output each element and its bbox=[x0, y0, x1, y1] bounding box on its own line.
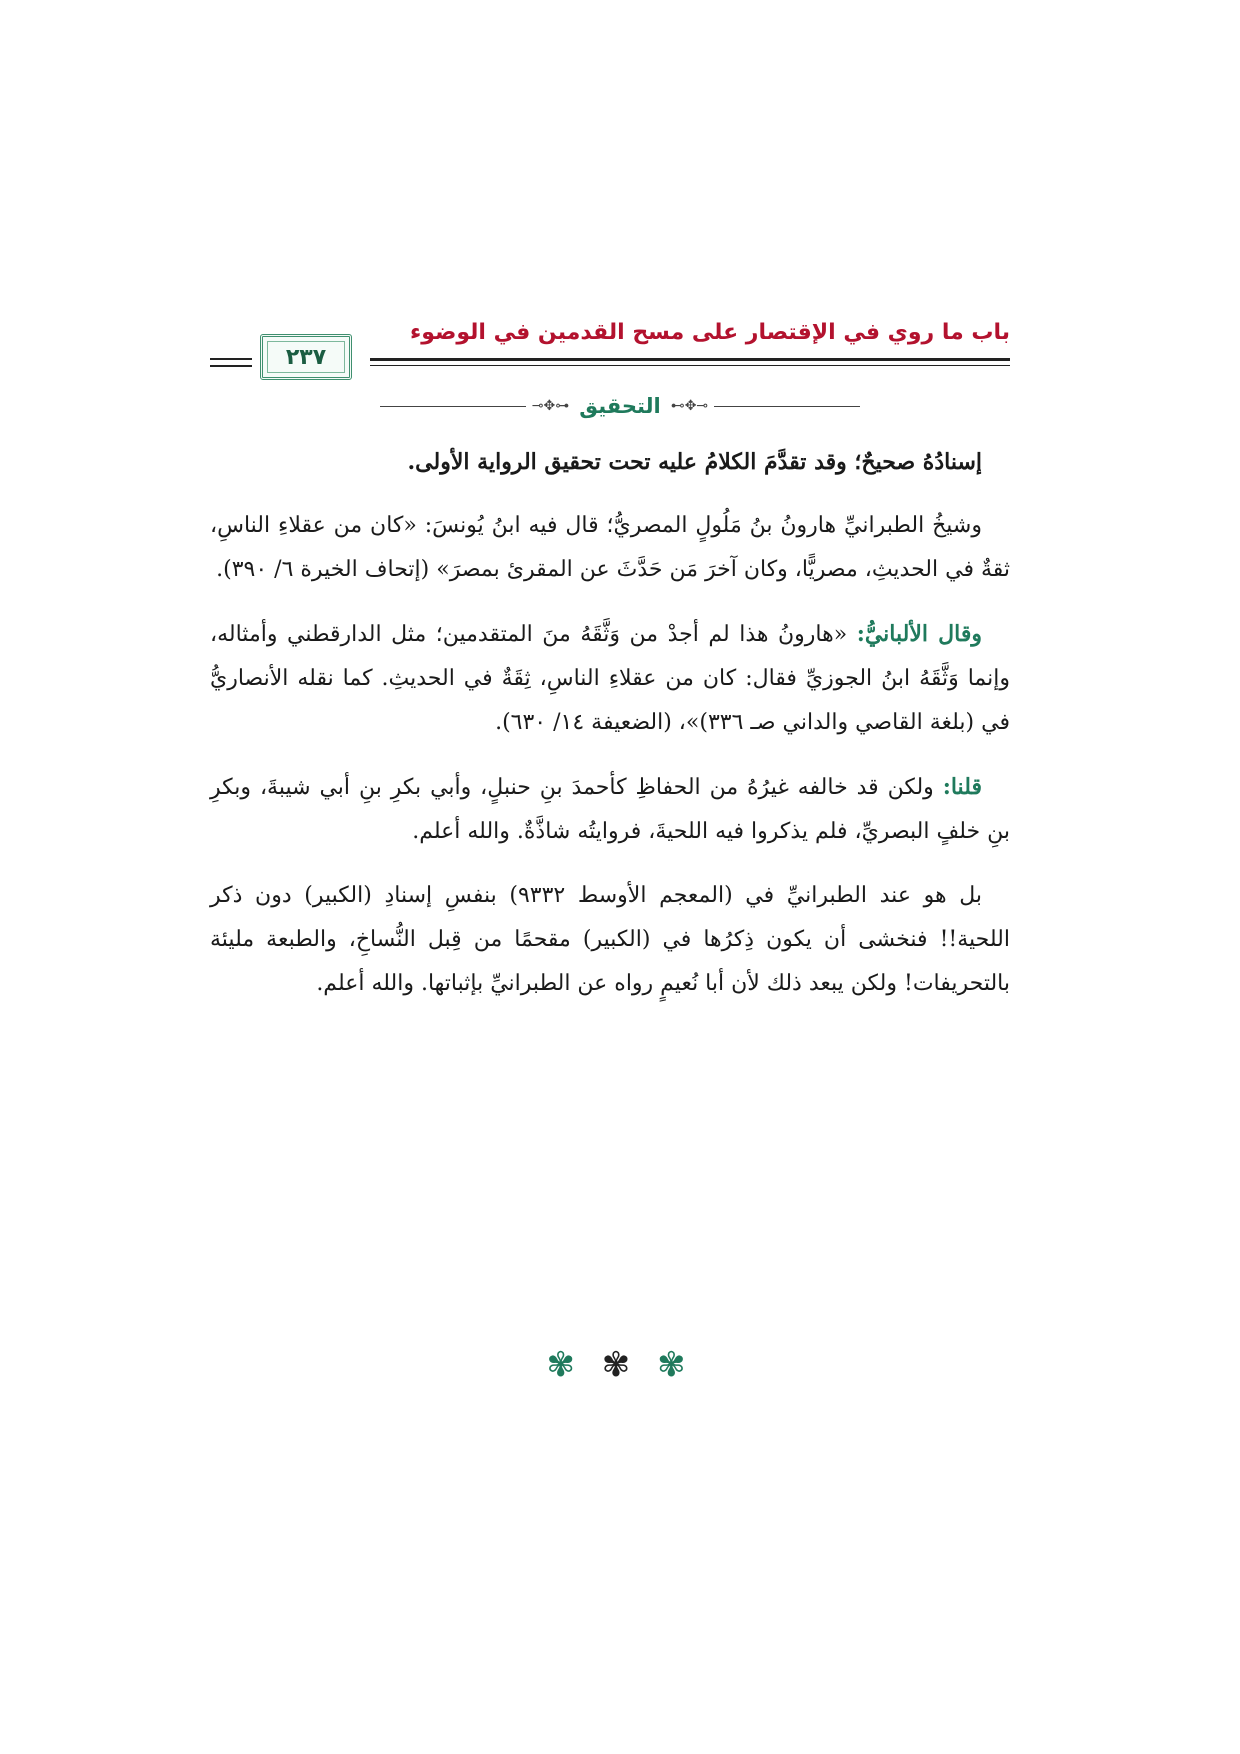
section-title: التحقيق bbox=[579, 394, 661, 418]
divider-line-right bbox=[714, 406, 860, 407]
paragraph-narrator: وشيخُ الطبرانيِّ هارونُ بنُ مَلُولٍ المصريُّ؛ قال فيه ابنُ يُونسَ: «كان من عقلاءِ الناسِ، ثقةٌ في الحديثِ، مصريًّا، وكان آخرَ مَن حَدَّثَ عن المقرئ بمصرَ» (إتحاف الخيرة ٦/ ٣٩٠). bbox=[210, 513, 1010, 582]
running-title: باب ما روي في الإقتصار على مسح القدمين في الوضوء bbox=[410, 320, 1010, 345]
albani-quote: «هارونُ هذا لم أجدْ من وَثَّقَهُ منَ المتقدمين؛ مثل الدارقطني وأمثاله، وإنما وَثَّقَهُ ابنُ الجوزيِّ فقال: كان من عقلاءِ الناسِ، ثِقَةٌ في الحديثِ. كما نقله الأنصاريُّ في (بلغة القاصي والداني صـ ٣٣٦)»، (الضعيفة ١٤/ ٦٣٠). bbox=[210, 622, 1010, 735]
header-rule-left-bottom bbox=[210, 365, 252, 367]
qulna-lead: قلنا: bbox=[942, 774, 982, 800]
page-body bbox=[210, 440, 1010, 1026]
page-header bbox=[210, 320, 1010, 380]
paragraph-isnad: إسنادُهُ صحيحٌ؛ وقد تقدَّمَ الكلامُ عليه تحت تحقيق الرواية الأولى. bbox=[407, 449, 982, 475]
qulna-body: ولكن قد خالفه غيرُهُ من الحفاظِ كأحمدَ بنِ حنبلٍ، وأبي بكرِ بنِ أبي شيبةَ، وبكرِ بنِ خلفٍ البصريِّ، فلم يذكروا فيه اللحيةَ، فروايتُه شاذَّةٌ. والله أعلم. bbox=[210, 775, 1010, 844]
header-rule-thick bbox=[370, 358, 1010, 361]
paragraph-qulna bbox=[210, 765, 1010, 854]
paragraph-awsat: بل هو عند الطبرانيِّ في (المعجم الأوسط ٩٣٣٢) بنفسِ إسنادِ (الكبير) دون ذكر اللحية!! فنخشى أن يكون ذِكرُها في (الكبير) مقحمًا من قِبل النُّساخِ، والطبعة مليئة بالتحريفات! ولكن يبعد ذلك لأن أبا نُعيمٍ رواه عن الطبرانيِّ بإثباتها. والله أعلم. bbox=[210, 883, 1010, 996]
header-rule-left-top bbox=[210, 358, 252, 360]
page-number-frame bbox=[260, 334, 352, 380]
flower-ornament-icon: ✾ bbox=[546, 1345, 583, 1385]
flower-ornament-icon: ✾ bbox=[601, 1345, 639, 1385]
divider-ornament-right-icon: ⟜✥⊶ bbox=[670, 398, 709, 414]
albani-lead: وقال الألبانيُّ: bbox=[856, 621, 983, 647]
flower-ornament-icon: ✾ bbox=[657, 1345, 694, 1385]
end-ornament bbox=[0, 1345, 1240, 1385]
divider-ornament-left-icon: ⊷✥⊸ bbox=[531, 398, 570, 414]
paragraph-albani bbox=[210, 612, 1010, 745]
divider-line-left bbox=[380, 406, 526, 407]
header-rule-thin bbox=[370, 365, 1010, 366]
section-divider bbox=[380, 388, 860, 424]
page-number: ٢٣٧ bbox=[285, 344, 327, 370]
